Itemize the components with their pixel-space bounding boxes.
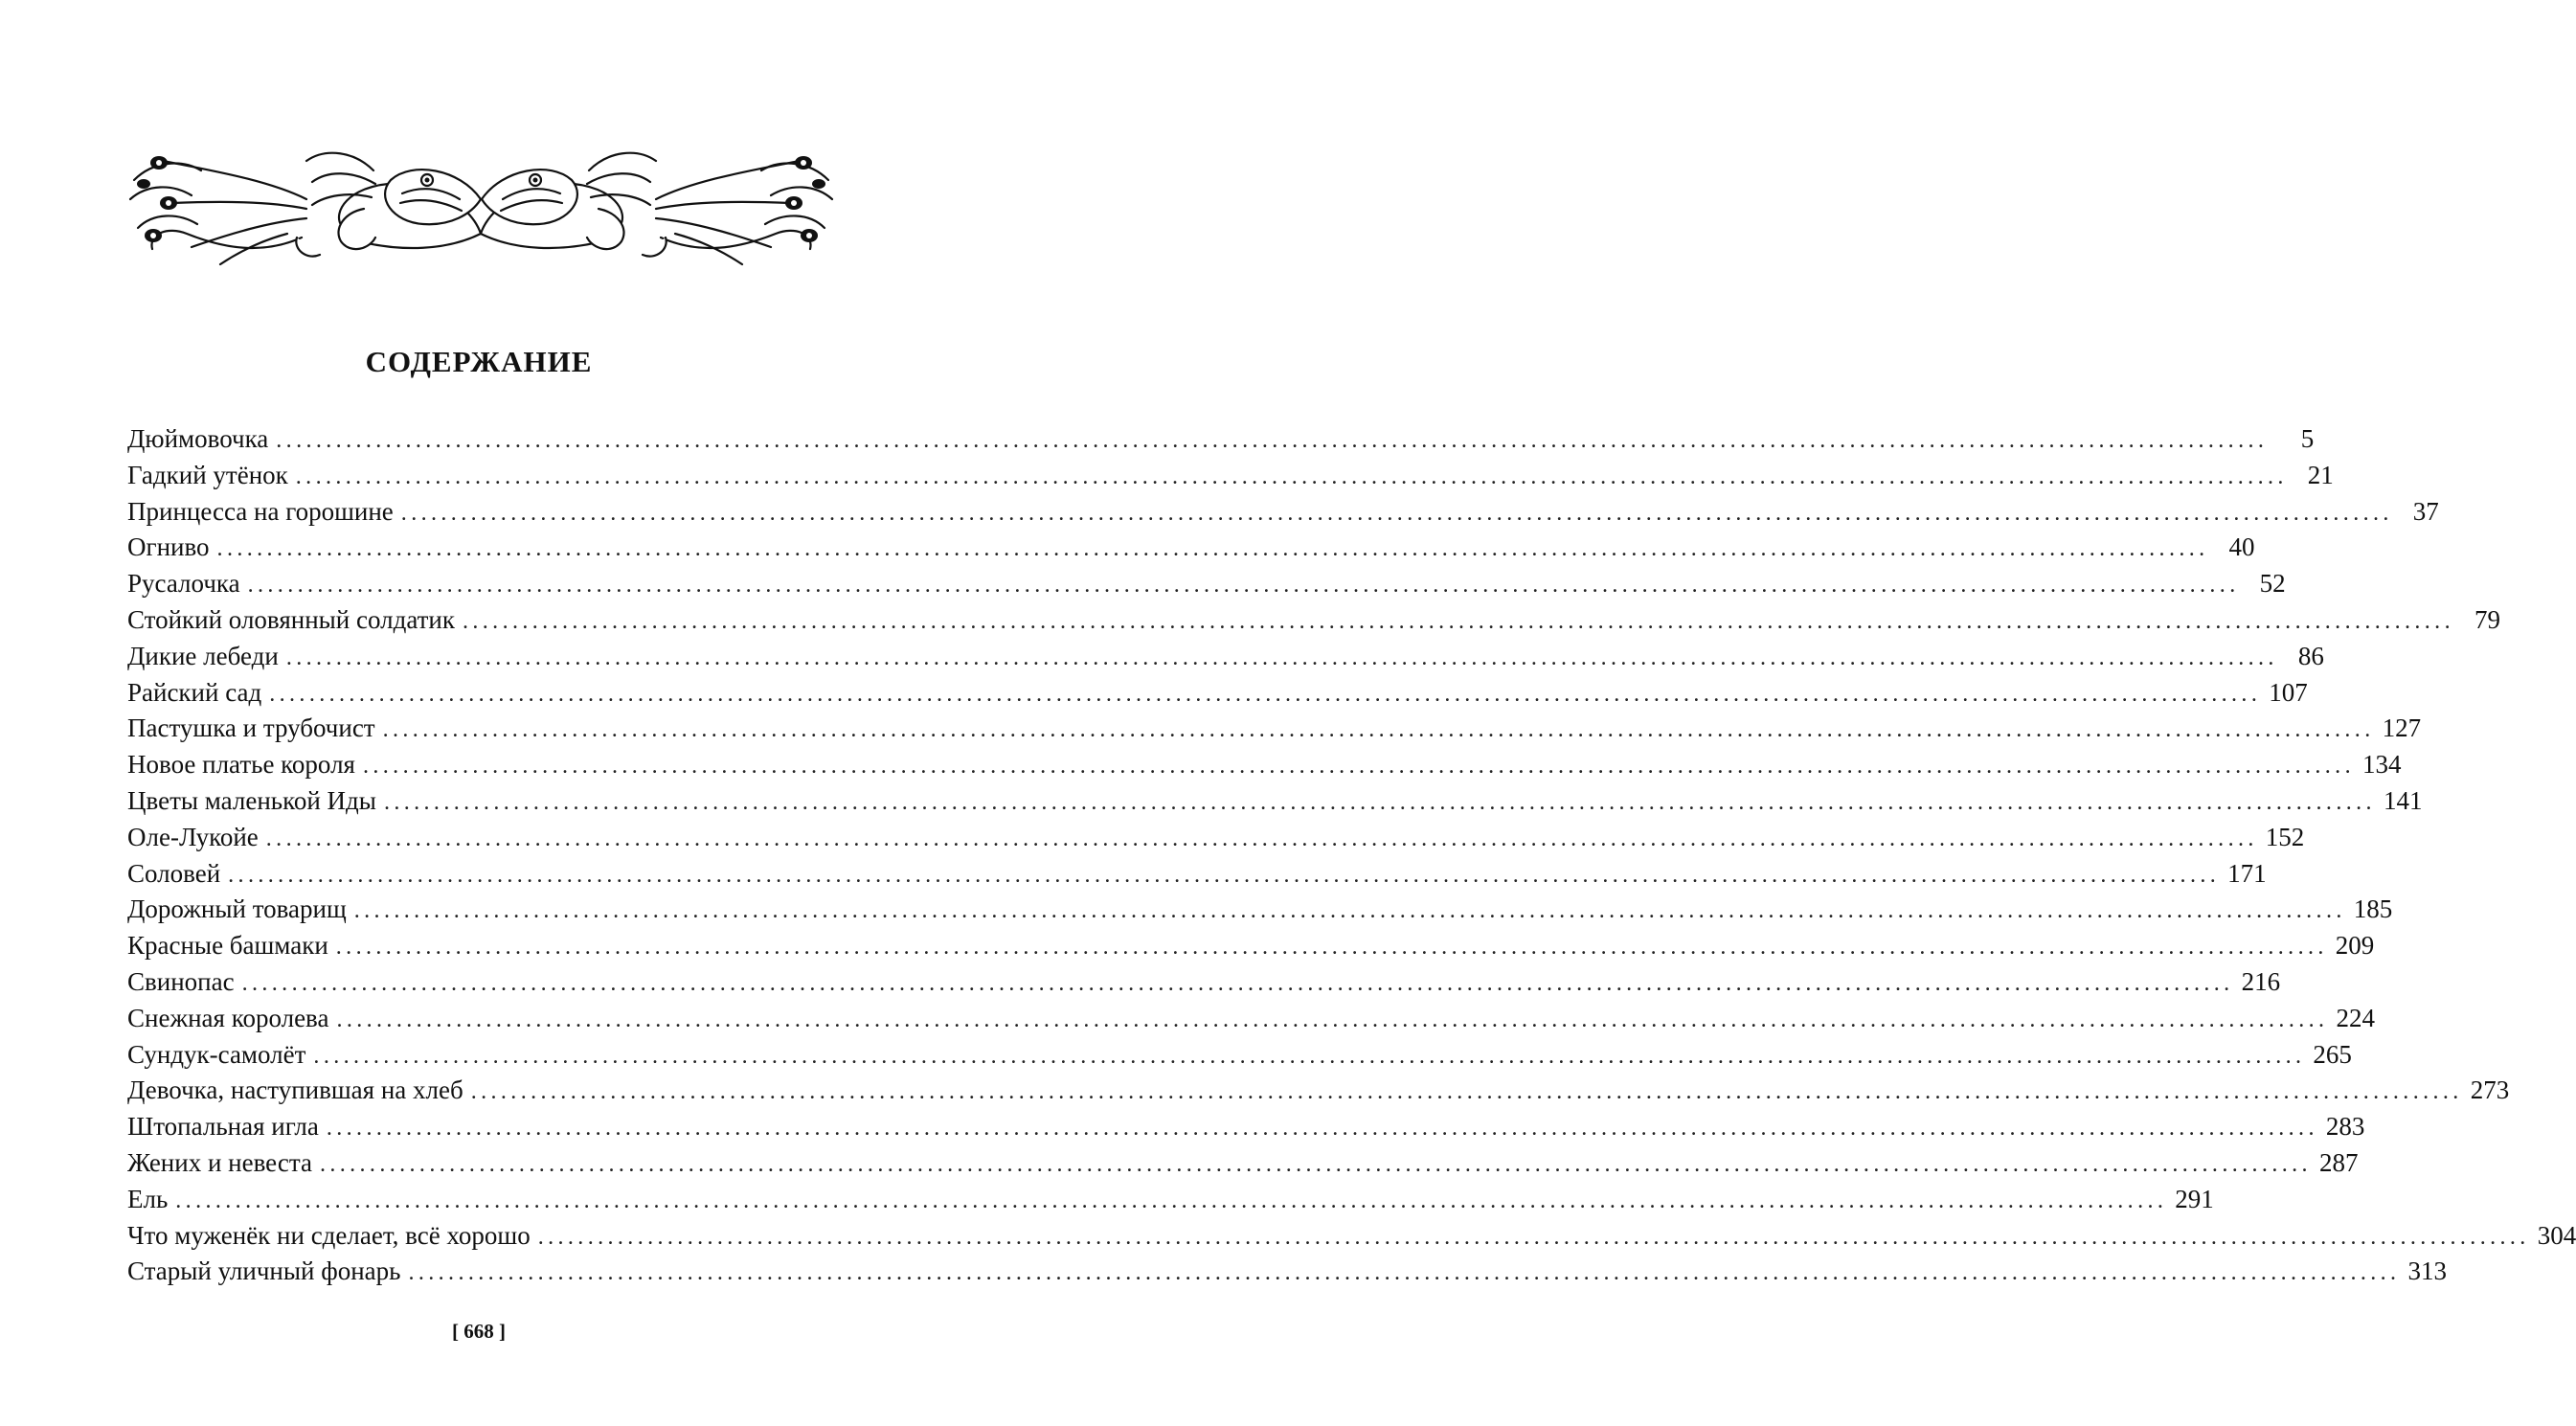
toc-entry-page: 216 bbox=[2241, 966, 2281, 996]
toc-entry-title: Русалочка bbox=[127, 569, 240, 599]
toc-entry-title: Жених и невеста bbox=[127, 1147, 312, 1177]
toc-entry-title: Старый уличный фонарь bbox=[127, 1256, 401, 1286]
dot-leader: ........................................................................................................................................................................................................ bbox=[336, 1007, 2329, 1032]
toc-entry-page: 134 bbox=[2361, 750, 2402, 780]
toc-entry-title: Новое платье короля bbox=[127, 750, 355, 780]
dot-leader: ........................................................................................................................................................................................................ bbox=[335, 935, 2328, 961]
toc-entry[interactable] bbox=[127, 566, 2286, 602]
toc-entry[interactable] bbox=[127, 421, 2315, 458]
dot-leader: ........................................................................................................................................................................................................ bbox=[326, 1116, 2318, 1142]
toc-entry[interactable] bbox=[127, 639, 2324, 675]
toc-entry-page: 21 bbox=[2307, 460, 2334, 489]
dot-leader: ........................................................................................................................................................................................................ bbox=[537, 1224, 2530, 1250]
toc-entry-title: Пастушка и трубочист bbox=[127, 713, 375, 743]
toc-entry-page: 107 bbox=[2269, 677, 2308, 707]
toc-entry[interactable] bbox=[127, 1109, 2365, 1145]
toc-entry[interactable] bbox=[127, 892, 2393, 928]
toc-entry[interactable] bbox=[127, 530, 2255, 566]
dot-leader: ........................................................................................................................................................................................................ bbox=[228, 862, 2221, 888]
toc-entry[interactable] bbox=[127, 856, 2267, 893]
toc-entry-title: Соловей bbox=[127, 858, 221, 888]
toc-entry[interactable] bbox=[127, 1001, 2375, 1037]
toc-entry[interactable] bbox=[127, 1218, 2576, 1255]
toc-entry[interactable] bbox=[127, 964, 2281, 1001]
page-number: [ 668 ] bbox=[452, 1320, 506, 1343]
toc-entry-page: 224 bbox=[2336, 1003, 2375, 1032]
dot-leader: ........................................................................................................................................................................................................ bbox=[285, 645, 2278, 670]
toc-entry-page: 283 bbox=[2325, 1112, 2365, 1142]
toc-entry-page: 152 bbox=[2265, 822, 2305, 851]
toc-entry-title: Оле-Лукойе bbox=[127, 822, 259, 851]
toc-entry[interactable] bbox=[127, 1073, 2510, 1109]
dot-leader: ........................................................................................................................................................................................................ bbox=[383, 789, 2376, 815]
toc-entry[interactable] bbox=[127, 747, 2402, 783]
toc-entry[interactable] bbox=[127, 1145, 2359, 1182]
toc-entry-title: Дюймовочка bbox=[127, 424, 269, 453]
toc-entry-page: 313 bbox=[2407, 1256, 2447, 1286]
toc-entry-page: 265 bbox=[2313, 1039, 2352, 1069]
toc-entry-title: Штопальная игла bbox=[127, 1112, 319, 1142]
toc-entry-page: 86 bbox=[2297, 641, 2324, 670]
toc-entry-title: Дикие лебеди bbox=[127, 641, 279, 670]
toc-entry-title: Свинопас bbox=[127, 966, 235, 996]
dot-leader: ........................................................................................................................................................................................................ bbox=[247, 573, 2240, 599]
toc-entry-title: Ель bbox=[127, 1184, 169, 1213]
toc-entry-page: 79 bbox=[2474, 604, 2500, 634]
dot-leader: ........................................................................................................................................................................................................ bbox=[319, 1151, 2312, 1177]
dot-leader: ........................................................................................................................................................................................................ bbox=[462, 608, 2454, 634]
toc-entry-page: 5 bbox=[2300, 424, 2315, 453]
toc-entry-page: 171 bbox=[2227, 858, 2267, 888]
toc-entry-page: 127 bbox=[2382, 713, 2422, 743]
dot-leader: ........................................................................................................................................................................................................ bbox=[353, 898, 2346, 924]
dot-leader: ........................................................................................................................................................................................................ bbox=[265, 826, 2258, 851]
dot-leader: ........................................................................................................................................................................................................ bbox=[175, 1188, 2168, 1213]
dot-leader: ........................................................................................................................................................................................................ bbox=[408, 1260, 2401, 1286]
toc-entry-title: Райский сад bbox=[127, 677, 262, 707]
toc-entry-page: 141 bbox=[2383, 785, 2423, 815]
toc-entry[interactable] bbox=[127, 494, 2439, 531]
toc-entry-title: Сундук-самолёт bbox=[127, 1039, 306, 1069]
toc-entry-title: Девочка, наступившая на хлеб bbox=[127, 1075, 463, 1105]
dot-leader: ........................................................................................................................................................................................................ bbox=[400, 500, 2393, 526]
toc-entry-page: 273 bbox=[2470, 1075, 2510, 1105]
toc-entry-page: 52 bbox=[2259, 569, 2286, 599]
toc-entry-page: 291 bbox=[2175, 1184, 2214, 1213]
dot-leader: ........................................................................................................................................................................................................ bbox=[276, 428, 2269, 453]
dot-leader: ........................................................................................................................................................................................................ bbox=[362, 754, 2355, 780]
toc-entry-page: 40 bbox=[2228, 532, 2255, 562]
toc-entry[interactable] bbox=[127, 928, 2375, 964]
dot-leader: ........................................................................................................................................................................................................ bbox=[382, 717, 2375, 743]
dot-leader: ........................................................................................................................................................................................................ bbox=[241, 970, 2234, 996]
toc-entry-title: Стойкий оловянный солдатик bbox=[127, 604, 455, 634]
dot-leader: ........................................................................................................................................................................................................ bbox=[295, 464, 2288, 489]
toc-entry-page: 185 bbox=[2353, 894, 2393, 924]
dot-leader: ........................................................................................................................................................................................................ bbox=[216, 536, 2209, 562]
toc-entry-page: 37 bbox=[2412, 496, 2439, 526]
dot-leader: ........................................................................................................................................................................................................ bbox=[470, 1079, 2463, 1105]
toc-entry[interactable] bbox=[127, 675, 2308, 712]
toc-entry-title: Принцесса на горошине bbox=[127, 496, 394, 526]
table-of-contents bbox=[127, 421, 2576, 1290]
toc-entry-title: Дорожный товарищ bbox=[127, 894, 347, 924]
toc-entry[interactable] bbox=[127, 458, 2334, 494]
page-title: СОДЕРЖАНИЕ bbox=[365, 345, 593, 378]
toc-entry[interactable] bbox=[127, 1182, 2214, 1218]
toc-entry-title: Красные башмаки bbox=[127, 931, 328, 961]
toc-entry[interactable] bbox=[127, 820, 2305, 856]
toc-entry-title: Гадкий утёнок bbox=[127, 460, 288, 489]
peacock-birds-ornament-icon bbox=[124, 142, 838, 268]
toc-entry-page: 304 bbox=[2537, 1220, 2576, 1250]
toc-entry-title: Цветы маленькой Иды bbox=[127, 785, 376, 815]
toc-entry-page: 209 bbox=[2335, 931, 2375, 961]
toc-entry[interactable] bbox=[127, 711, 2422, 747]
toc-entry[interactable] bbox=[127, 1037, 2352, 1074]
toc-entry-title: Огниво bbox=[127, 532, 210, 562]
toc-entry[interactable] bbox=[127, 1254, 2447, 1290]
toc-entry-page: 287 bbox=[2318, 1147, 2359, 1177]
toc-entry[interactable] bbox=[127, 602, 2500, 639]
dot-leader: ........................................................................................................................................................................................................ bbox=[269, 681, 2262, 707]
dot-leader: ........................................................................................................................................................................................................ bbox=[313, 1043, 2306, 1069]
toc-entry-title: Что муженёк ни сделает, всё хорошо bbox=[127, 1220, 531, 1250]
toc-entry[interactable] bbox=[127, 783, 2423, 820]
toc-entry-title: Снежная королева bbox=[127, 1003, 329, 1032]
